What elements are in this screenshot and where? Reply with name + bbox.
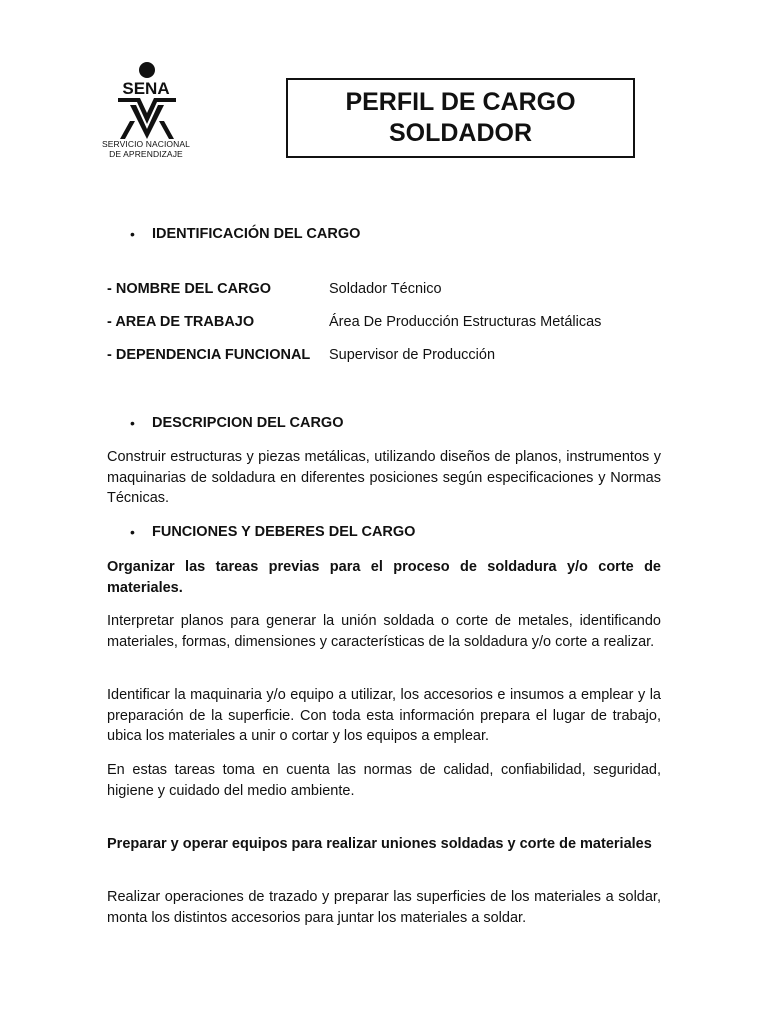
paragraph-interpretar: Interpretar planos para generar la unión soldada o corte de metales, identificando materiales, formas, dimensiones y características de la soldadura y/o corte a realizar. — [107, 613, 661, 650]
paragraph-identificar: Identificar la maquinaria y/o equipo a utilizar, los accesorios e insumos a emplear y la preparación de la superficie. Con toda esta información prepara el lugar de trabajo, ubica los materiales a unir o cortar y los equipos a emplear. — [107, 687, 661, 744]
title-line1: PERFIL DE CARGO — [345, 88, 576, 116]
subsection-title-preparar: Preparar y operar equipos para realizar uniones soldadas y corte de materiales — [107, 836, 652, 852]
bullet-icon: • — [130, 415, 135, 431]
title-box — [286, 78, 635, 158]
field-value-area: Área De Producción Estructuras Metálicas — [329, 314, 602, 330]
bullet-icon: • — [130, 226, 135, 242]
logo-caption — [94, 139, 198, 159]
field-label-nombre: - NOMBRE DEL CARGO — [107, 281, 272, 297]
sena-logo — [94, 61, 198, 171]
logo-caption-line1: SERVICIO NACIONAL — [102, 139, 190, 149]
title-line2: SOLDADOR — [388, 119, 533, 147]
descripcion-paragraph: Construir estructuras y piezas metálicas, utilizando diseños de planos, instrumentos y maquinarias de soldadura en diferentes posiciones según especificaciones y Normas Técnicas. — [107, 449, 661, 506]
section-identificacion: IDENTIFICACIÓN DEL CARGO — [152, 226, 361, 242]
logo-caption-line2: DE APRENDIZAJE — [109, 149, 183, 159]
sena-logo-icon — [94, 61, 198, 139]
field-value-nombre: Soldador Técnico — [329, 281, 442, 297]
paragraph-normas: En estas tareas toma en cuenta las normas de calidad, confiabilidad, seguridad, higiene y cuidado del medio ambiente. — [107, 762, 661, 799]
section-funciones: FUNCIONES Y DEBERES DEL CARGO — [152, 524, 416, 540]
field-label-area: - AREA DE TRABAJO — [107, 314, 255, 330]
field-label-dependencia: - DEPENDENCIA FUNCIONAL — [107, 347, 311, 363]
section-descripcion: DESCRIPCION DEL CARGO — [152, 415, 344, 431]
field-value-dependencia: Supervisor de Producción — [329, 347, 496, 363]
bullet-icon: • — [130, 524, 135, 540]
sena-logo-wordmark: SENA — [122, 79, 170, 98]
paragraph-trazado: Realizar operaciones de trazado y preparar las superficies de los materiales a soldar, monta los distintos accesorios para juntar los materiales a soldar. — [107, 889, 661, 926]
subsection-title-organizar: Organizar las tareas previas para el proceso de soldadura y/o corte de materiales. — [107, 559, 661, 596]
